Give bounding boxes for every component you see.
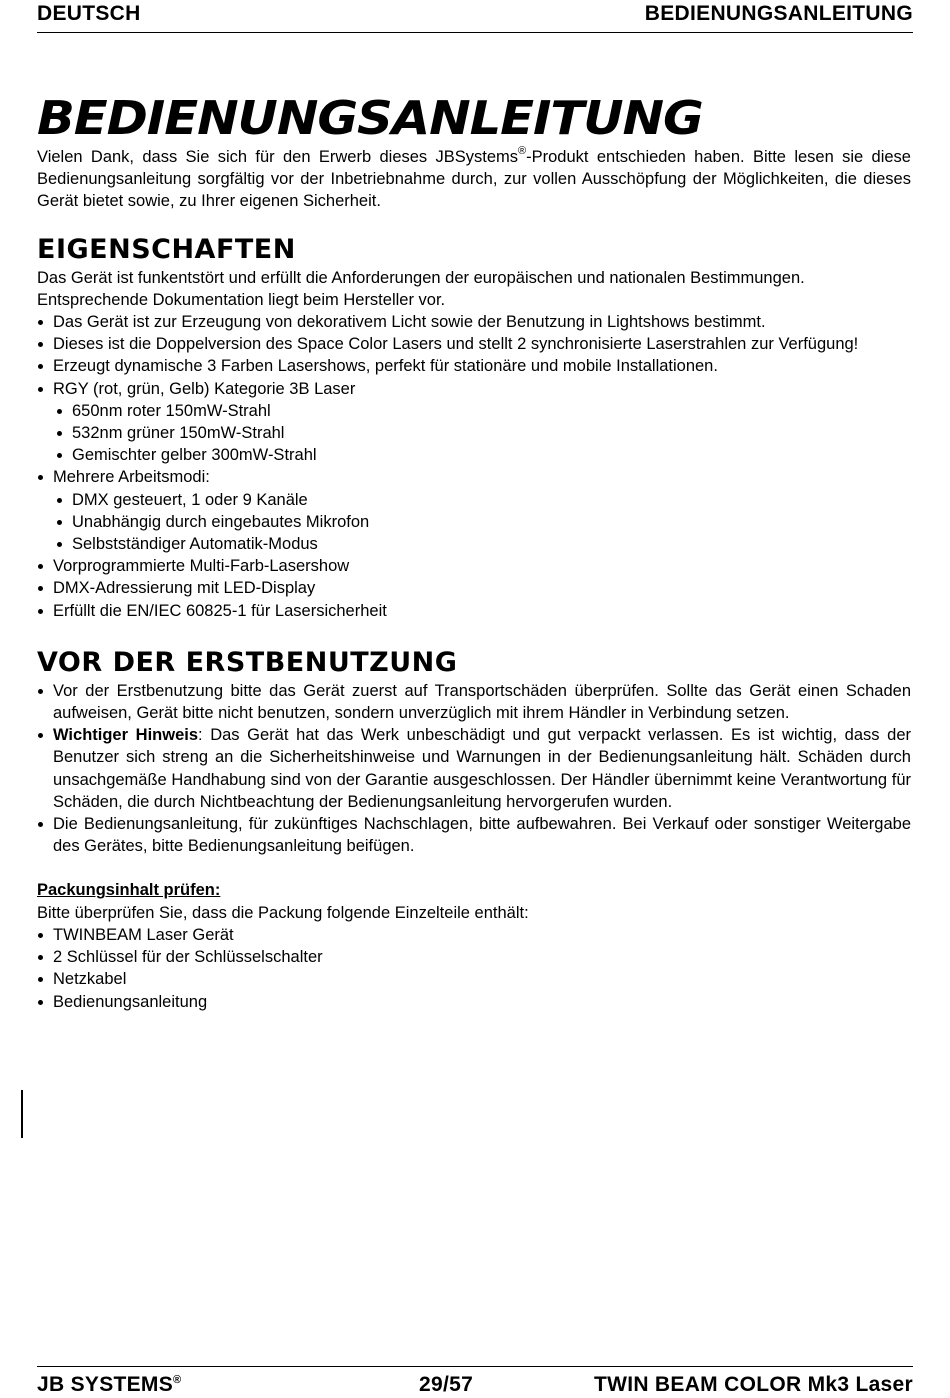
- sub-list-item: 532nm grüner 150mW-Strahl: [56, 422, 911, 444]
- page-content: [37, 92, 911, 1013]
- list-item: Bedienungsanleitung: [37, 991, 911, 1013]
- package-list: [37, 924, 911, 1013]
- list-item: DMX-Adressierung mit LED-Display: [37, 577, 911, 599]
- footer-product: TWIN BEAM COLOR Mk3 Laser: [593, 1373, 913, 1396]
- page-title: BEDIENUNGSANLEITUNG: [37, 91, 703, 145]
- list-item: TWINBEAM Laser Gerät: [37, 924, 911, 946]
- sub-list-item: Unabhängig durch eingebautes Mikrofon: [56, 511, 911, 533]
- list-item: Das Gerät ist zur Erzeugung von dekorativem Licht sowie der Benutzung in Lightshows bestimmt.: [37, 311, 911, 333]
- footer-brand: JB SYSTEMS®: [37, 1373, 182, 1396]
- important-note-label: Wichtiger Hinweis: [53, 726, 198, 745]
- package-text: Bitte überprüfen Sie, dass die Packung folgende Einzelteile enthält:: [37, 903, 529, 922]
- header-language: DEUTSCH: [37, 2, 141, 25]
- package-heading: Packungsinhalt prüfen:: [37, 881, 221, 900]
- revision-bar: [21, 1090, 23, 1138]
- intro-text-1: Vielen Dank, dass Sie sich für den Erwerb dieses JBSystems: [37, 148, 519, 166]
- before-use-list: [37, 680, 911, 858]
- list-item: Netzkabel: [37, 968, 911, 990]
- sub-list-item: Selbstständiger Automatik-Modus: [56, 533, 911, 555]
- list-item: Erzeugt dynamische 3 Farben Lasershows, perfekt für stationäre und mobile Installationen.: [37, 355, 911, 377]
- features-heading: EIGENSCHAFTEN: [37, 233, 296, 265]
- features-text: Das Gerät ist funkentstört und erfüllt die Anforderungen der europäischen und nationalen Bestimmungen. Entsprechende Dokumentation liegt beim Hersteller vor.: [37, 268, 805, 309]
- footer-registered-mark: ®: [173, 1374, 182, 1386]
- list-item: Dieses ist die Doppelversion des Space Color Lasers und stellt 2 synchronisierte Laserstrahlen zur Verfügung!: [37, 333, 911, 355]
- list-item: RGY (rot, grün, Gelb) Kategorie 3B Laser: [37, 378, 911, 400]
- registered-mark: ®: [518, 145, 527, 157]
- list-item: Vorprogrammierte Multi-Farb-Lasershow: [37, 555, 911, 577]
- sub-list-item: DMX gesteuert, 1 oder 9 Kanäle: [56, 489, 911, 511]
- page-header: [37, 2, 913, 33]
- header-doc-title: BEDIENUNGSANLEITUNG: [644, 2, 913, 25]
- list-item: Mehrere Arbeitsmodi:: [37, 466, 911, 488]
- features-list: [37, 311, 911, 622]
- sub-list-item: Gemischter gelber 300mW-Strahl: [56, 444, 911, 466]
- list-item: 2 Schlüssel für der Schlüsselschalter: [37, 946, 911, 968]
- page-footer: [37, 1366, 913, 1398]
- list-item: [37, 724, 911, 813]
- page-number: 29/57: [419, 1373, 474, 1396]
- list-item: Erfüllt die EN/IEC 60825-1 für Lasersicherheit: [37, 600, 911, 622]
- list-item: Die Bedienungsanleitung, für zukünftiges Nachschlagen, bitte aufbewahren. Bei Verkauf oder sonstiger Weitergabe des Gerätes, bitte Bedienungsanleitung beifügen.: [37, 813, 911, 857]
- before-use-heading: VOR DER ERSTBENUTZUNG: [37, 646, 458, 678]
- list-item: Vor der Erstbenutzung bitte das Gerät zuerst auf Transportschäden überprüfen. Sollte das Gerät einen Schaden aufweisen, Gerät bitte nicht benutzen, sondern unverzüglich mit ihrem Händler in Verbindung setzen.: [37, 680, 911, 724]
- intro-text-2: -Produkt entschieden haben. Bitte lesen sie diese Bedienungsanleitung sorgfältig vor der Inbetriebnahme durch, zur vollen Ausschöpfung der Möglichkeiten, die dieses Gerät bietet sowie, zu Ihrer eigenen Sicherheit.: [37, 148, 911, 211]
- intro-paragraph: [37, 146, 911, 213]
- important-note-text: : Das Gerät hat das Werk unbeschädigt und gut verpackt verlassen. Es ist wichtig, dass der Benutzer sich streng an die Sicherheitshinweise und Warnungen in der Bedienungsanleitung hält. Schäden durch unsachgemäße Handhabung sind von der Garantie ausgeschlossen. Der Händler übernimmt keine Verantwortung für Schäden, die durch Nichtbeachtung der Bedienungsanleitung hervorgerufen wurden.: [53, 726, 911, 811]
- sub-list-item: 650nm roter 150mW-Strahl: [56, 400, 911, 422]
